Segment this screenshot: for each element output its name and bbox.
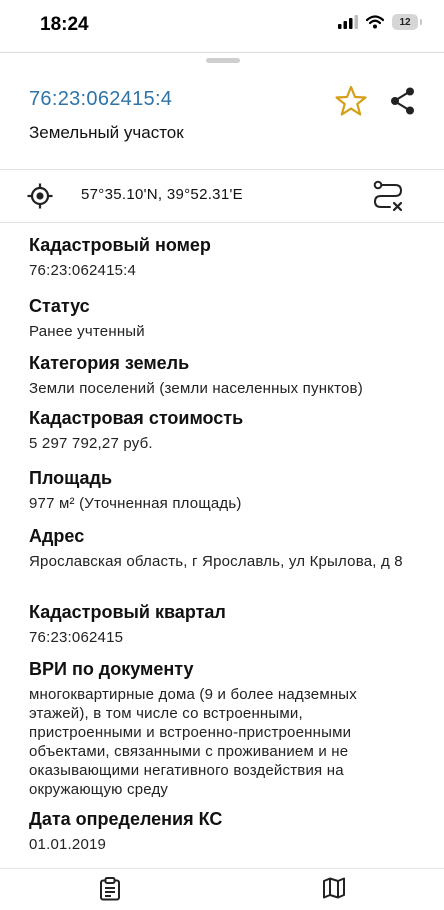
field-cadastral-value <box>29 407 419 453</box>
signal-icon <box>338 15 358 29</box>
locate-button[interactable] <box>26 182 54 210</box>
battery-level: 12 <box>399 16 411 28</box>
field-value: 5 297 792,27 руб. <box>29 435 153 452</box>
status-time: 18:24 <box>40 14 89 35</box>
sheet-top-border <box>0 52 444 53</box>
map-icon <box>322 877 346 899</box>
coordinates-text[interactable]: 57°35.10'N, 39°52.31'E <box>81 186 243 203</box>
field-cadastral-quarter <box>29 601 419 647</box>
field-label: Кадастровая стоимость <box>29 408 244 428</box>
route-clear-icon <box>370 178 406 214</box>
wifi-icon <box>366 15 384 29</box>
field-land-category <box>29 352 419 398</box>
field-address <box>29 525 419 571</box>
share-icon <box>388 86 418 116</box>
field-label: Адрес <box>29 526 85 546</box>
field-label: Категория земель <box>29 353 190 373</box>
route-button[interactable] <box>370 178 406 214</box>
field-status <box>29 295 419 341</box>
favorite-button[interactable] <box>334 84 368 118</box>
field-label: Статус <box>29 296 90 316</box>
cadastral-number-title[interactable]: 76:23:062415:4 <box>29 88 173 110</box>
tab-info[interactable] <box>60 877 160 906</box>
battery-indicator <box>392 14 418 30</box>
field-area <box>29 467 419 513</box>
field-label: Дата определения КС <box>29 809 223 829</box>
field-valuation-date <box>29 808 419 854</box>
coordinates-divider <box>0 222 444 223</box>
field-value: многоквартирные дома (9 и более надземных этажей), в том числе со встроенными, пристроенными и встроенно-пристроенными объектами, связанными с проживанием и не оказывающими негативного воздействия на окружающую среду <box>29 686 357 798</box>
clipboard-icon <box>99 877 121 901</box>
field-permitted-use <box>29 658 419 799</box>
field-label: Кадастровый номер <box>29 235 211 255</box>
star-icon <box>334 84 368 118</box>
share-button[interactable] <box>388 86 418 116</box>
field-label: Кадастровый квартал <box>29 602 226 622</box>
field-value: Земли поселений (земли населенных пунктов) <box>29 380 363 397</box>
field-value[interactable]: 76:23:062415 <box>29 629 124 646</box>
field-label: ВРИ по документу <box>29 659 194 679</box>
field-cadastral-number <box>29 234 419 280</box>
object-type: Земельный участок <box>29 123 184 142</box>
bottom-tabbar <box>0 869 444 910</box>
field-label: Площадь <box>29 468 113 488</box>
field-value[interactable]: 76:23:062415:4 <box>29 262 137 279</box>
field-value: 977 м² (Уточненная площадь) <box>29 495 242 512</box>
field-value: Ярославская область, г Ярославль, ул Крылова, д 8 <box>29 553 403 570</box>
field-value: Ранее учтенный <box>29 323 145 340</box>
status-icons <box>338 14 418 30</box>
crosshair-icon <box>26 182 54 210</box>
tab-map[interactable] <box>284 877 384 904</box>
sheet-grabber[interactable] <box>206 58 240 63</box>
field-value: 01.01.2019 <box>29 836 107 853</box>
status-bar <box>0 0 444 50</box>
